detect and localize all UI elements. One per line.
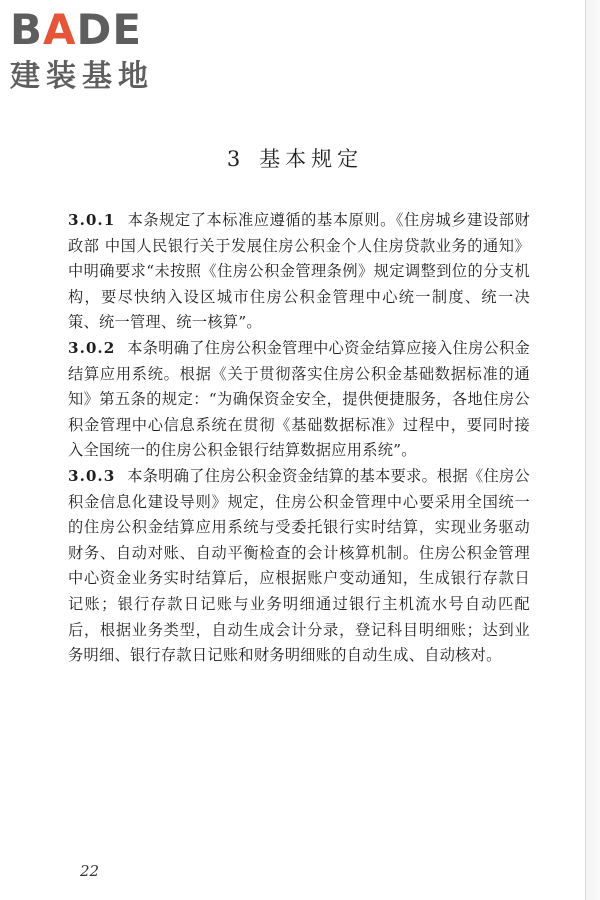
chapter-number: 3 xyxy=(226,147,246,171)
clause-number: 3.0.3 xyxy=(68,466,116,485)
page-number: 22 xyxy=(80,862,100,880)
clause-3-0-2 xyxy=(68,336,530,464)
logo-letter-a-accent: A xyxy=(43,5,77,54)
chapter-heading xyxy=(0,143,590,173)
clause-number: 3.0.1 xyxy=(68,211,116,229)
clause-list xyxy=(68,208,530,669)
page-edge-shadow xyxy=(586,0,600,900)
chapter-title: 基本规定 xyxy=(259,147,364,171)
logo-subtitle: 建装基地 xyxy=(10,59,154,94)
clause-text: 本条明确了住房公积金管理中心资金结算应接入住房公积金结算应用系统。根据《关于贯彻落实住房公积金基础数据标准的通知》第五条的规定：“为确保资金安全，提供便捷服务，各地住房公积金管理中心信息系统在贯彻《基础数据标准》过程中，要同时接入全国统一的住房公积金银行结算数据应用系统”。 xyxy=(68,338,530,460)
clause-text: 本条明确了住房公积金资金结算的基本要求。根据《住房公积金信息化建设导则》规定，住房公积金管理中心要采用全国统一的住房公积金结算应用系统与受委托银行实时结算，实现业务驱动财务、自动对账、自动平衡检查的会计核算机制。住房公积金管理中心资金业务实时结算后，应根据账户变动通知，生成银行存款日记账；银行存款日记账与业务明细通过银行主机流水号自动匹配后，根据业务类型，自动生成会计分录，登记科目明细账；达到业务明细、银行存款日记账和财务明细账的自动生成、自动核对。 xyxy=(68,466,530,665)
page-edge xyxy=(585,0,586,900)
clause-number: 3.0.2 xyxy=(68,338,116,357)
logo-letter-b: B xyxy=(10,5,44,54)
logo-wordmark xyxy=(10,6,180,54)
logo-letters-de: DE xyxy=(76,5,143,54)
clause-text: 本条规定了本标准应遵循的基本原则。《住房城乡建设部财政部 中国人民银行关于发展住房公积金个人住房贷款业务的通知》中明确要求“未按照《住房公积金管理条例》规定调整到位的分支机构，要尽快纳入设区城市住房公积金管理中心统一制度、统一决策、统一管理、统一核算”。 xyxy=(68,211,530,332)
clause-3-0-3 xyxy=(68,464,530,669)
bade-logo xyxy=(10,6,180,94)
clause-3-0-1 xyxy=(68,208,530,336)
